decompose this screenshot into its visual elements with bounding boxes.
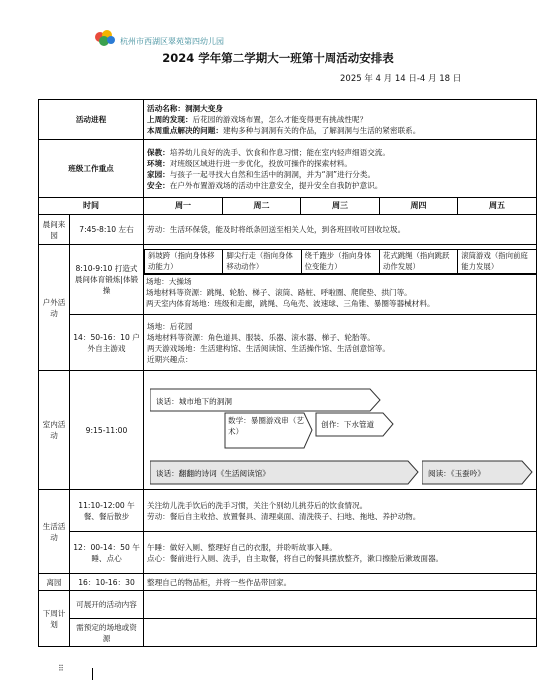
day-header-row [39,198,537,215]
life-time-1: 11:10-12:00 午餐、餐后散步 [70,490,144,532]
next-row-1 [39,591,537,619]
focus-key: 家园： [147,169,170,179]
arrival-row [39,215,537,245]
drag-handle-icon[interactable]: ⠿ [58,664,64,673]
this-week-label: 本周重点解决的问题： [147,126,223,135]
leave-content: 整理自己的物品柜，并将一些作品带回家。 [144,574,537,591]
day-header-mon: 周一 [144,198,223,215]
focus-row [39,140,537,198]
outdoor-morning-content [144,245,537,315]
outdoor-afternoon-time: 14：50-16：10 户外自主游戏 [70,315,144,371]
indoor-arrow-1: 谈话：城市地下的洞洞 [156,397,232,406]
indoor-arrow-4: 谈话：翻翻的诗词《生活阅读馆》 [156,469,270,478]
focus-value: 在户外布置游戏场的活动中注意安全，提升安全自我防护意识。 [169,180,383,190]
focus-value: 对班级区域进行进一步优化，投放可操作的探索材料。 [169,158,353,168]
focus-key: 安全： [147,180,170,190]
arrow-shape-5 [422,460,534,486]
life-content-1a: 关注幼儿洗手饮后的洗手习惯，关注个别幼儿挑芬后的饮食情况。 [147,500,368,510]
leave-time: 16：10-16：30 [70,574,144,591]
focus-content [144,140,537,198]
indoor-time: 9:15-11:00 [70,371,144,490]
leave-label: 离园 [39,574,70,591]
focus-key: 保教： [147,147,170,157]
outdoor-morning-time: 8:10-9:10 打造式晨间体育锻炼|体锻操 [70,245,144,315]
activity-name: 活动名称：洞洞大变身 [147,104,223,113]
schedule-table [38,99,537,647]
outdoor-afternoon-content [144,315,537,371]
life-content-2b: 点心：餐前进行入厕、洗手，自主取餐，将自己的餐具摆放整齐，漱口擦脸后漱玻面器。 [147,553,444,563]
focus-label: 班级工作重点 [39,140,144,198]
afternoon-place: 场地：后花园 [147,321,193,331]
time-header: 时间 [39,198,144,215]
morning-other: 两天室内体育场地：班级和走廊，跳绳、乌龟壳、波速球、三角锥、暴圈等器械材料。 [146,298,435,308]
next-row-2-content[interactable] [144,619,537,647]
afternoon-materials: 场地材料等资源：角色道具、服装、乐器、滚水器、梯子、轮胎等。 [147,332,375,342]
sport-tue: 脚尖行走（指向身体移动动作） [223,250,301,274]
indoor-label: 室内活动 [39,371,70,490]
outdoor-morning-row [39,245,537,315]
sport-mon: 斜坡跨（指向身体移动能力） [145,250,223,274]
morning-materials: 场地材料等资源：跳绳、轮胎、梯子、滚筒、路桩、呼啦圈、爬爬垫、拱门等。 [146,287,412,297]
page-title: 2024 学年第二学期大一班第十周活动安排表 [162,51,394,65]
indoor-arrow-2: 数学：暴圈游戏串（艺术） [228,416,304,437]
previous-text: 后花园的游戏场布置，怎么才能变得更有挑战性呢？ [192,115,368,124]
arrival-time: 7:45-8:10 左右 [70,215,144,245]
focus-value: 培养幼儿良好的洗手、饮食和作息习惯；能在室内轻声细语交流。 [169,147,390,157]
next-row-1-content[interactable] [144,591,537,619]
next-row-2-label: 需预定的场地或资源 [70,619,144,647]
school-logo-icon [92,28,118,48]
sport-thu: 花式跳绳（指向跳跃动作发展） [379,250,457,274]
indoor-arrow-3: 创作：下水管道 [321,420,375,429]
life-row-1 [39,490,537,532]
life-row-2 [39,532,537,574]
day-header-wed: 周三 [301,198,380,215]
outdoor-afternoon-row [39,315,537,371]
outdoor-label: 户外活动 [39,245,70,371]
indoor-arrow-5: 阅读：《玉蚕吟》 [428,469,485,478]
next-label: 下周计划 [39,591,70,647]
progress-label: 活动进程 [39,100,144,140]
life-time-2: 12：00-14：50 午睡、点心 [70,532,144,574]
previous-label: 上周的发现： [147,115,193,124]
life-content-2a: 午睡：做好入厕、整理好自己的衣服，并聆听故事入睡。 [147,542,337,552]
arrow-shape-4 [150,460,420,486]
school-name: 杭州市西湖区翠苑第四幼儿园 [120,37,224,46]
arrival-label: 晨间来园 [39,215,70,245]
arrow-shape-2 [224,412,314,450]
progress-content [144,100,537,140]
life-content-1 [144,490,537,532]
arrow-shape-1 [150,388,390,414]
text-cursor [92,668,93,680]
life-label: 生活活动 [39,490,70,574]
arrow-shape-3 [315,412,395,438]
sport-wed: 绕千跑步（指向身体位变能力） [301,250,379,274]
afternoon-other: 两天游戏场地：生活建构馆、生活阅读馆、生活操作馆、生活创意馆等。 [147,343,390,353]
next-row-1-label: 可展开的活动内容 [70,591,144,619]
next-row-2 [39,619,537,647]
progress-row [39,100,537,140]
day-header-tue: 周二 [223,198,301,215]
arrival-content: 劳动：生活环保袋，能及时将纸条回送至相关人处，到各班回收可回收垃圾。 [144,215,537,245]
life-content-2 [144,532,537,574]
life-content-1b: 劳动：餐后自主收拾、放置餐具、清理桌面、清洗筷子、扫地、拖地、养护动物。 [147,511,421,521]
afternoon-extra: 近期兴趣点： [147,354,193,364]
this-week-text: 建构多种与洞洞有关的作品，了解洞洞与生活的紧密联系。 [222,126,421,135]
day-header-thu: 周四 [380,198,458,215]
morning-place: 场地：大操场 [146,276,192,286]
focus-value: 与孩子一起寻找大自然和生活中的洞洞，并为“洞”进行分类。 [169,169,376,179]
focus-key: 环境： [147,158,170,168]
sport-fri: 滚筒游戏（指向前庭能力发展） [458,250,536,274]
day-header-fri: 周五 [458,198,537,215]
date-range: 2025 年 4 月 14 日-4 月 18 日 [340,74,462,84]
leave-row [39,574,537,591]
